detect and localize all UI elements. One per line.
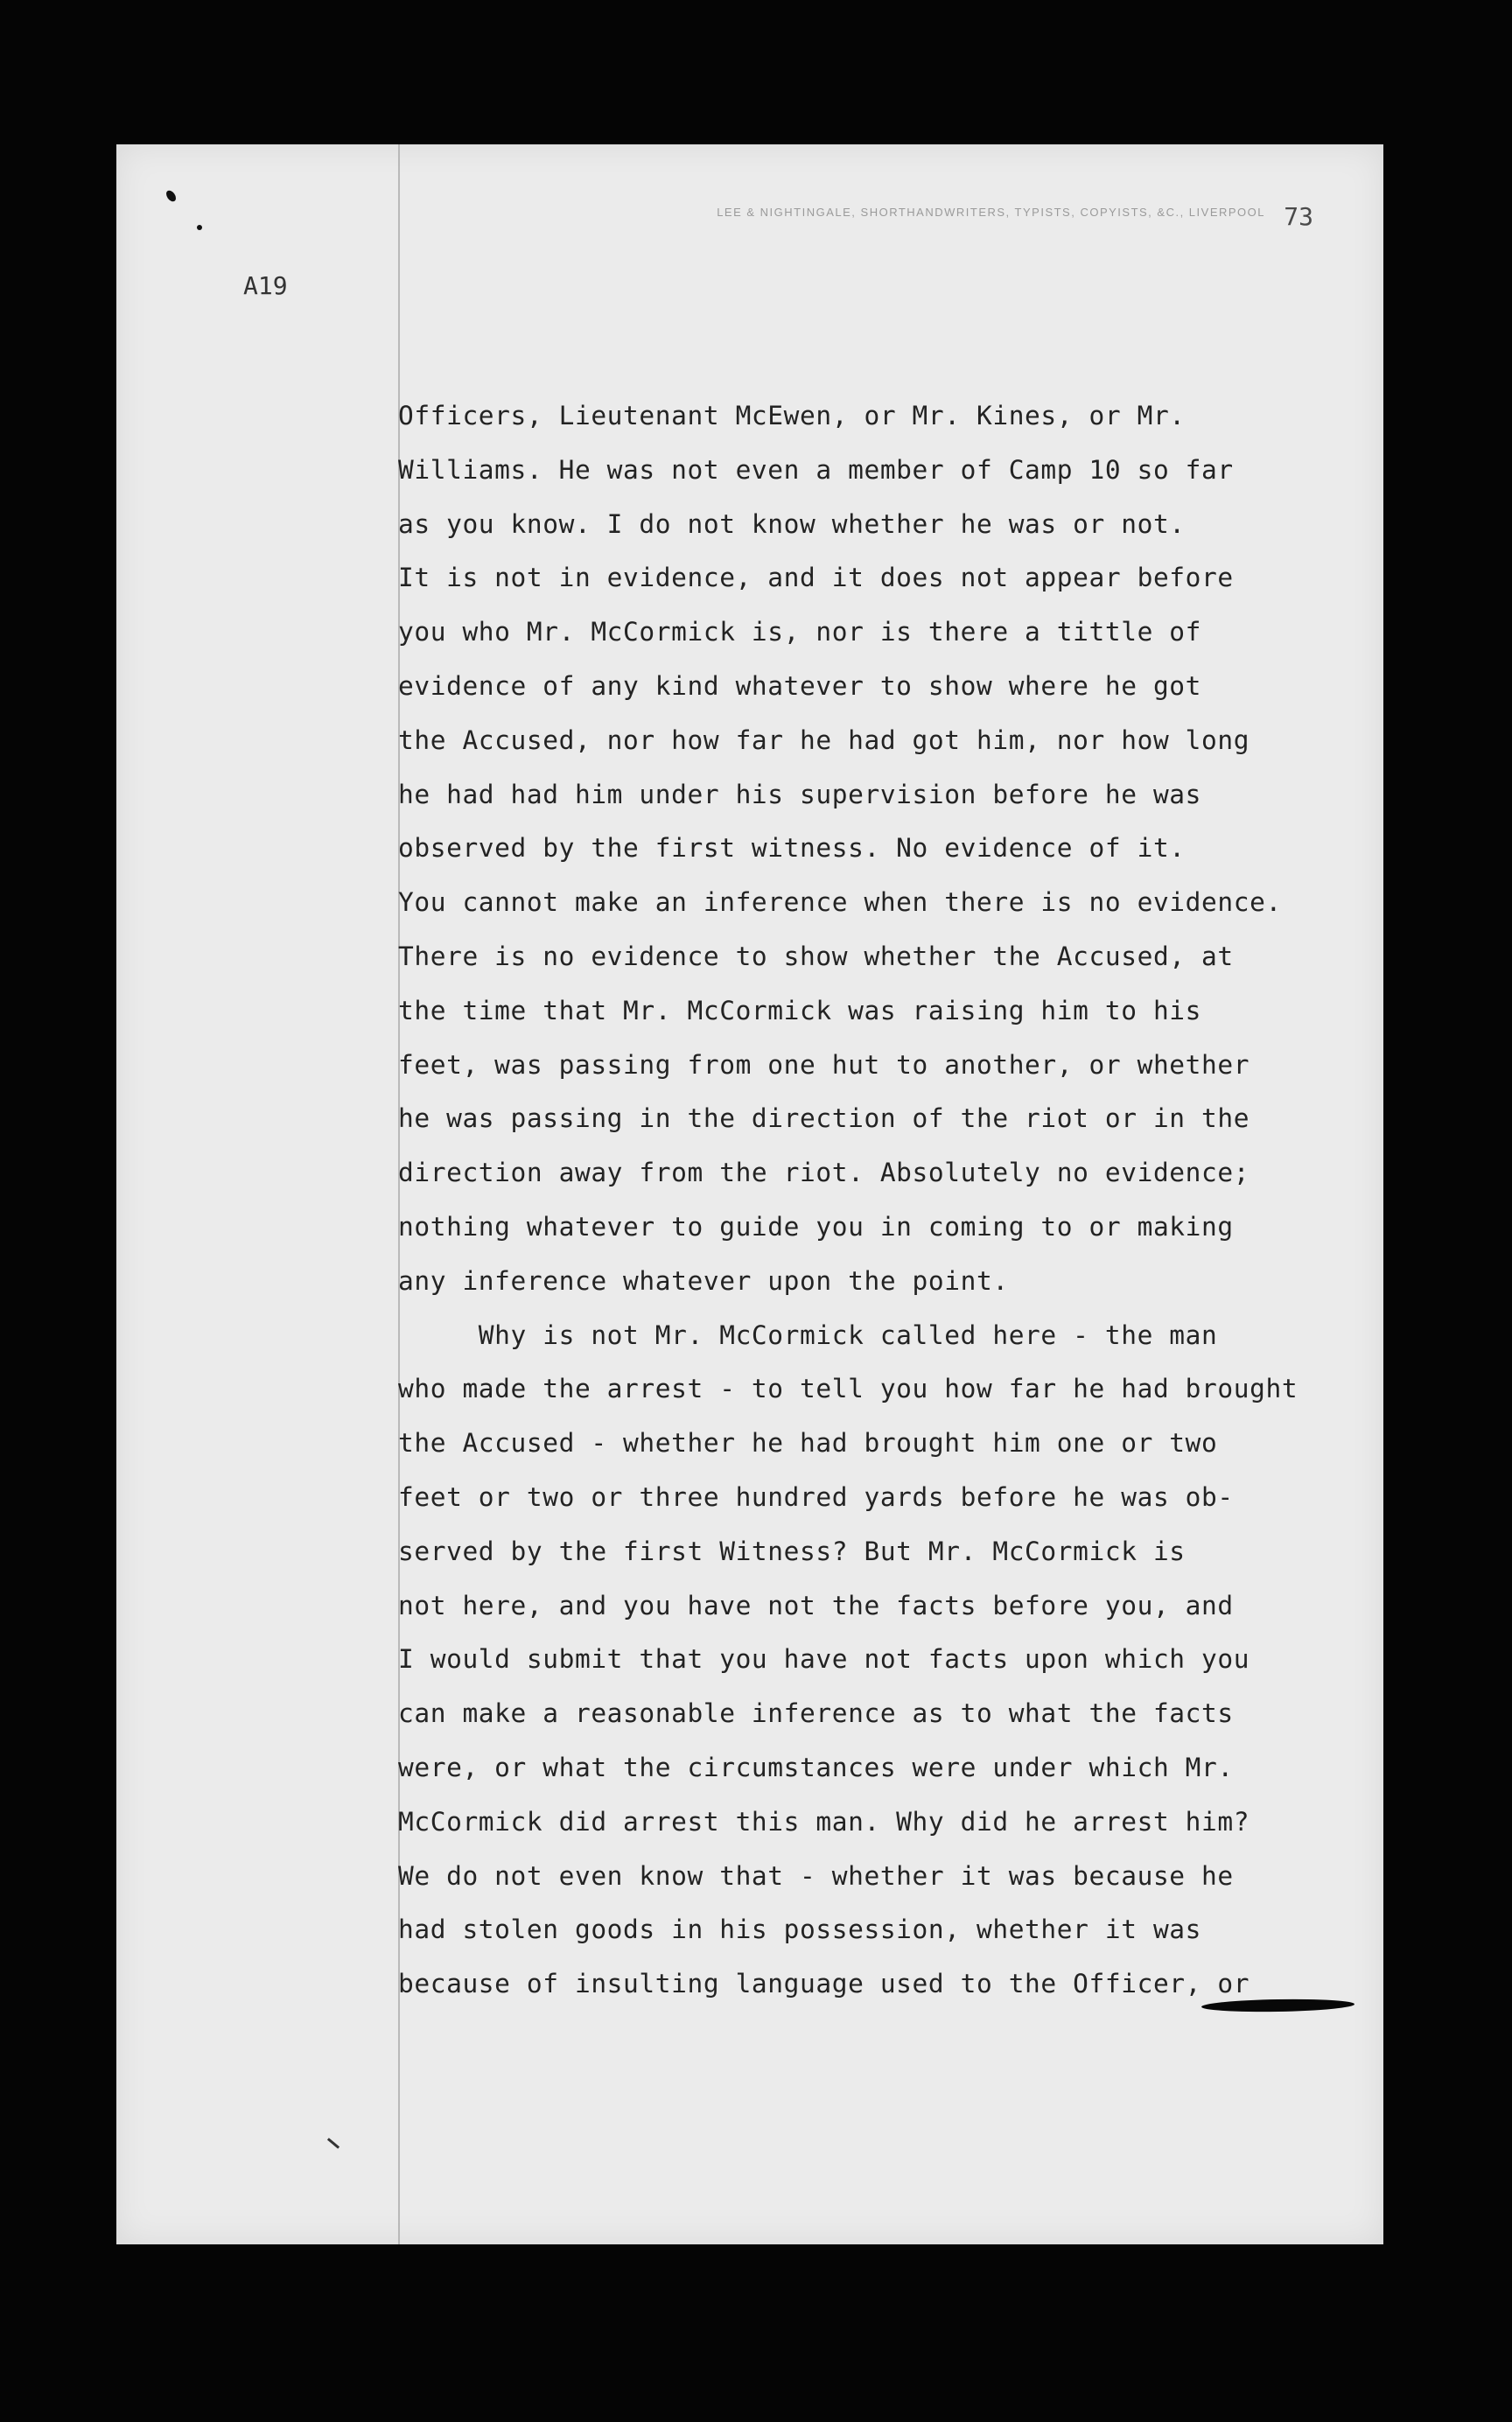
text-line: as you know. I do not know whether he was or not.: [398, 508, 1186, 539]
text-line: because of insulting language used to the Officer, or: [398, 1969, 1250, 1999]
text-line: It is not in evidence, and it does not appear before: [398, 563, 1234, 593]
ink-mark: [197, 225, 202, 230]
text-line: he had had him under his supervision before he was: [398, 779, 1202, 809]
text-line: not here, and you have not the facts before you, and: [398, 1590, 1234, 1620]
text-line: I would submit that you have not facts upon which you: [398, 1644, 1250, 1675]
text-line: direction away from the riot. Absolutely no evidence;: [398, 1158, 1250, 1188]
ink-mark: [164, 189, 178, 204]
text-line: you who Mr. McCormick is, nor is there a tittle of: [398, 617, 1202, 648]
text-line: evidence of any kind whatever to show where he got: [398, 670, 1202, 701]
text-line: We do not even know that - whether it was because he: [398, 1860, 1234, 1891]
page-number: 73: [1284, 202, 1313, 231]
text-line: can make a reasonable inference as to what the facts: [398, 1698, 1234, 1729]
text-line: had stolen goods in his possession, whether it was: [398, 1914, 1202, 1945]
document-page: [116, 144, 1383, 2244]
scratch-mark: [327, 2138, 340, 2149]
text-line: There is no evidence to show whether the Accused, at: [398, 941, 1234, 971]
transcript-body: [398, 389, 1339, 2012]
text-line: Williams. He was not even a member of Camp 10 so far: [398, 454, 1234, 485]
text-line: You cannot make an inference when there is no evidence.: [398, 887, 1282, 918]
text-line: observed by the first witness. No evidence of it.: [398, 833, 1186, 864]
text-line: the time that Mr. McCormick was raising him to his: [398, 995, 1202, 1026]
reference-code: A19: [243, 271, 288, 300]
text-line: were, or what the circumstances were under which Mr.: [398, 1752, 1234, 1782]
text-line: served by the first Witness? But Mr. McCormick is: [398, 1536, 1186, 1566]
text-line: Why is not Mr. McCormick called here - the man: [398, 1320, 1218, 1350]
text-line: any inference whatever upon the point.: [398, 1265, 1009, 1296]
text-line: he was passing in the direction of the riot or in the: [398, 1103, 1250, 1134]
text-line: McCormick did arrest this man. Why did he arrest him?: [398, 1806, 1250, 1837]
text-line: who made the arrest - to tell you how far he had brought: [398, 1374, 1298, 1404]
text-line: feet or two or three hundred yards before he was ob-: [398, 1481, 1234, 1512]
text-line: feet, was passing from one hut to another, or whether: [398, 1049, 1250, 1080]
text-line: Officers, Lieutenant McEwen, or Mr. Kines, or Mr.: [398, 401, 1186, 430]
text-line: the Accused - whether he had brought him one or two: [398, 1428, 1218, 1459]
text-line: nothing whatever to guide you in coming to or making: [398, 1211, 1234, 1242]
text-line: the Accused, nor how far he had got him, nor how long: [398, 724, 1250, 755]
letterhead: LEE & NIGHTINGALE, SHORTHANDWRITERS, TYPISTS, COPYISTS, &C., LIVERPOOL: [717, 206, 1265, 219]
